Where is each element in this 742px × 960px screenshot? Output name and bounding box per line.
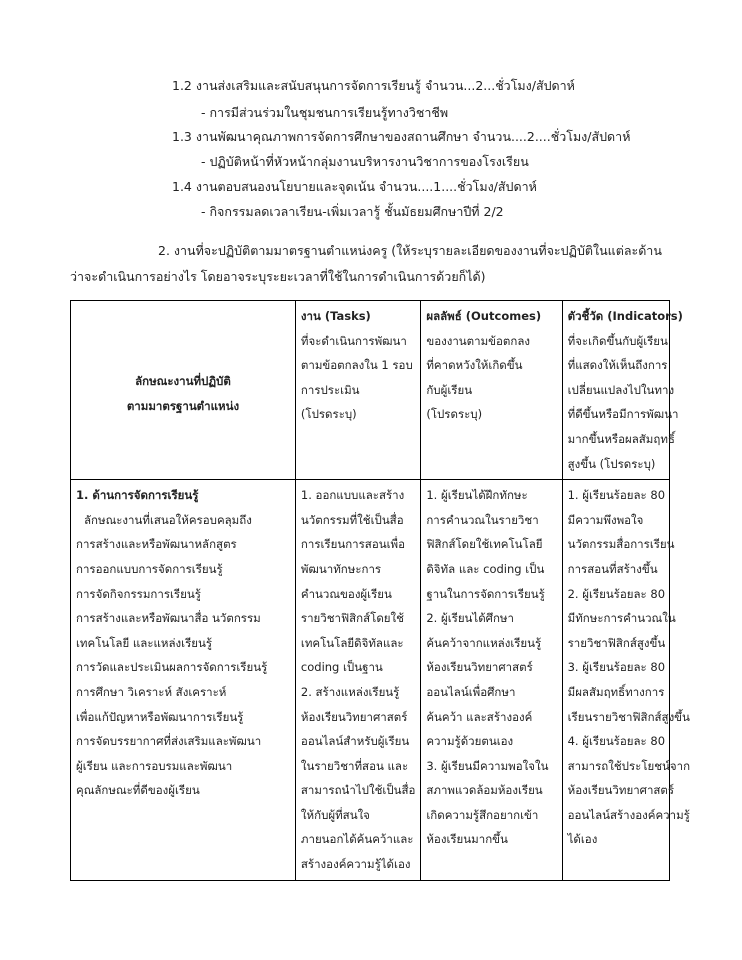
row-col1-line: การจัดกิจกรรมการเรียนรู้	[76, 586, 201, 601]
row-outcomes-line: ฟิสิกส์โดยใช้เทคโนโลยี	[426, 537, 543, 552]
row-outcomes-line: ดิจิทัล และ coding เป็น	[426, 561, 545, 576]
header-tasks-line: (โปรดระบุ)	[300, 407, 357, 422]
header-tasks-title: งาน (Tasks)	[300, 309, 371, 323]
row-tasks-line: คำนวณของผู้เรียน	[300, 586, 392, 601]
row-title: 1. ด้านการจัดการเรียนรู้	[76, 488, 199, 503]
row-col1-line: ผู้เรียน และการอบรมและพัฒนา	[76, 758, 233, 773]
row-tasks-line: ห้องเรียนวิทยาศาสตร์	[300, 709, 408, 724]
row-tasks-line: การเรียนการสอนเพื่อ	[300, 537, 406, 552]
row-indicators-line: ได้เอง	[567, 832, 598, 847]
row-tasks-line: สร้างองค์ความรู้ได้เอง	[300, 857, 411, 872]
row-outcomes-line: สภาพแวดล้อมห้องเรียน	[426, 783, 543, 798]
header-cell-indicators	[562, 301, 683, 480]
row-outcomes-line: 3. ผู้เรียนมีความพอใจใน	[426, 758, 549, 773]
row-col1-line: การสร้างและหรือพัฒนาสื่อ นวัตกรรม	[76, 611, 261, 626]
item-1-2-heading: 1.2 งานส่งเสริมและสนับสนุนการจัดการเรียนรู้ จำนวน...2...ชั่วโมง/สัปดาห์	[172, 78, 575, 93]
row-col1-line: การออกแบบการจัดการเรียนรู้	[76, 561, 223, 576]
row-indicators-line: 4. ผู้เรียนร้อยละ 80	[567, 734, 666, 749]
section-2-line-2: ว่าจะดำเนินการอย่างไร โดยอาจระบุระยะเวลาที่ใช้ในการดำเนินการด้วยก็ได้)	[70, 269, 486, 284]
row-indicators-line: เรียนรายวิชาฟิสิกส์สูงขึ้น	[567, 709, 690, 724]
row-indicators-line: รายวิชาฟิสิกส์สูงขึ้น	[567, 635, 666, 650]
item-1-4-detail: - กิจกรรมลดเวลาเรียน-เพิ่มเวลารู้ ชั้นมัธยมศึกษาปีที่ 2/2	[201, 204, 504, 219]
item-1-3-heading: 1.3 งานพัฒนาคุณภาพการจัดการศึกษาของสถานศึกษา จำนวน....2....ชั่วโมง/สัปดาห์	[172, 129, 631, 144]
row-indicators-line: มีทักษะการคำนวณใน	[567, 611, 676, 626]
row-col1-line: การศึกษา วิเคราะห์ สังเคราะห์	[76, 684, 227, 699]
item-1-2-detail: - การมีส่วนร่วมในชุมชนการเรียนรู้ทางวิชาชีพ	[201, 105, 449, 120]
row-tasks-line: 1. ออกแบบและสร้าง	[300, 488, 405, 503]
row-indicators-line: มีความพึงพอใจ	[567, 512, 644, 527]
row-col1-line: การสร้างและหรือพัฒนาหลักสูตร	[76, 537, 237, 552]
row-indicators-line: ห้องเรียนวิทยาศาสตร์	[567, 783, 675, 798]
header-tasks-line: ที่จะดำเนินการพัฒนา	[300, 333, 407, 348]
cell-tasks	[295, 480, 420, 881]
row-tasks-line: ให้กับผู้ที่สนใจ	[300, 807, 370, 822]
row-indicators-line: ออนไลน์สร้างองค์ความรู้	[567, 807, 690, 822]
row-indicators-line: 1. ผู้เรียนร้อยละ 80	[567, 488, 666, 503]
section-2-line-1: 2. งานที่จะปฏิบัติตามมาตรฐานตำแหน่งครู (ให้ระบุรายละเอียดของงานที่จะปฏิบัติในแต่ละด้าน	[158, 243, 662, 258]
row-outcomes-line: ความรู้ด้วยตนเอง	[426, 734, 514, 749]
row-col1-line: การวัดและประเมินผลการจัดการเรียนรู้	[76, 660, 268, 675]
header-outcomes-line: (โปรดระบุ)	[426, 407, 483, 422]
row-outcomes-line: ค้นคว้าจากแหล่งเรียนรู้	[426, 635, 542, 650]
item-1-3-detail: - ปฏิบัติหน้าที่หัวหน้ากลุ่มงานบริหารงานวิชาการของโรงเรียน	[201, 154, 529, 169]
row-outcomes-line: การคำนวณในรายวิชา	[426, 512, 539, 527]
header-indicators-line: สูงขึ้น (โปรดระบุ)	[567, 456, 656, 471]
row-tasks-line: 2. สร้างแหล่งเรียนรู้	[300, 684, 400, 699]
row-tasks-line: ออนไลน์สำหรับผู้เรียน	[300, 734, 410, 749]
header-cell-tasks	[295, 301, 420, 480]
cell-outcomes	[421, 480, 562, 881]
row-indicators-line: นวัตกรรมสื่อการเรียน	[567, 537, 675, 552]
row-outcomes-line: 2. ผู้เรียนได้ศึกษา	[426, 611, 514, 626]
row-tasks-line: coding เป็นฐาน	[300, 660, 383, 675]
row-outcomes-line: ฐานในการจัดการเรียนรู้	[426, 586, 545, 601]
header-outcomes-line: ที่คาดหวังให้เกิดขึ้น	[426, 358, 523, 373]
row-indicators-line: การสอนที่สร้างขึ้น	[567, 561, 658, 576]
header-indicators-line: ที่แสดงให้เห็นถึงการ	[567, 358, 668, 373]
row-col1-line: เพื่อแก้ปัญหาหรือพัฒนาการเรียนรู้	[76, 709, 244, 724]
header-cell-outcomes	[421, 301, 562, 480]
row-tasks-line: ภายนอกได้ค้นคว้าและ	[300, 832, 414, 847]
header-outcomes-line: กับผู้เรียน	[426, 382, 473, 397]
cell-work-characteristics	[71, 480, 296, 881]
row-outcomes-line: ห้องเรียนวิทยาศาสตร์	[426, 660, 533, 675]
header-outcomes-line: ของงานตามข้อตกลง	[426, 333, 531, 348]
header-cell-work-characteristics	[71, 301, 296, 480]
row-col1-line: ลักษณะงานที่เสนอให้ครอบคลุมถึง	[84, 512, 252, 527]
header-tasks-line: การประเมิน	[300, 382, 360, 397]
header-indicators-line: มากขึ้นหรือผลสัมฤทธิ์	[567, 431, 675, 446]
row-outcomes-line: ออนไลน์เพื่อศึกษา	[426, 684, 516, 699]
row-tasks-line: เทคโนโลยีดิจิทัลและ	[300, 635, 404, 650]
header-outcomes-title: ผลลัพธ์ (Outcomes)	[426, 309, 542, 323]
row-tasks-line: ในรายวิชาที่สอน และ	[300, 758, 409, 773]
row-outcomes-line: ห้องเรียนมากขึ้น	[426, 832, 508, 847]
row-tasks-line: รายวิชาฟิสิกส์โดยใช้	[300, 611, 404, 626]
header-tasks-line: ตามข้อตกลงใน 1 รอบ	[300, 358, 413, 373]
header-indicators-line: ที่จะเกิดขึ้นกับผู้เรียน	[567, 333, 668, 348]
header-indicators-line: ที่ดีขึ้นหรือมีการพัฒนา	[567, 407, 679, 422]
header-indicators-title: ตัวชี้วัด (Indicators)	[567, 309, 683, 323]
row-tasks-line: นวัตกรรมที่ใช้เป็นสื่อ	[300, 512, 404, 527]
row-tasks-line: พัฒนาทักษะการ	[300, 561, 382, 576]
row-indicators-line: 3. ผู้เรียนร้อยละ 80	[567, 660, 666, 675]
row-outcomes-line: เกิดความรู้สึกอยากเข้า	[426, 807, 539, 822]
header-col1-line: ลักษณะงานที่ปฏิบัติ	[135, 374, 231, 389]
header-col1-line: ตามมาตรฐานตำแหน่ง	[126, 399, 240, 414]
row-col1-line: การจัดบรรยากาศที่ส่งเสริมและพัฒนา	[76, 734, 262, 749]
row-indicators-line: 2. ผู้เรียนร้อยละ 80	[567, 586, 666, 601]
item-1-4-heading: 1.4 งานตอบสนองนโยบายและจุดเน้น จำนวน....1....ชั่วโมง/สัปดาห์	[172, 179, 537, 194]
row-tasks-line: สามารถนำไปใช้เป็นสื่อ	[300, 783, 416, 798]
table-header-row	[71, 301, 670, 480]
row-indicators-line: มีผลสัมฤทธิ์ทางการ	[567, 684, 665, 699]
table-row-learning-management	[71, 480, 670, 881]
header-indicators-line: เปลี่ยนแปลงไปในทาง	[567, 382, 675, 397]
cell-indicators	[562, 480, 691, 881]
row-indicators-line: สามารถใช้ประโยชน์จาก	[567, 758, 691, 773]
row-col1-line: คุณลักษณะที่ดีของผู้เรียน	[76, 783, 200, 798]
row-outcomes-line: ค้นคว้า และสร้างองค์	[426, 709, 533, 724]
row-col1-line: เทคโนโลยี และแหล่งเรียนรู้	[76, 635, 213, 650]
performance-agreement-table	[70, 300, 691, 881]
row-outcomes-line: 1. ผู้เรียนได้ฝึกทักษะ	[426, 488, 528, 503]
